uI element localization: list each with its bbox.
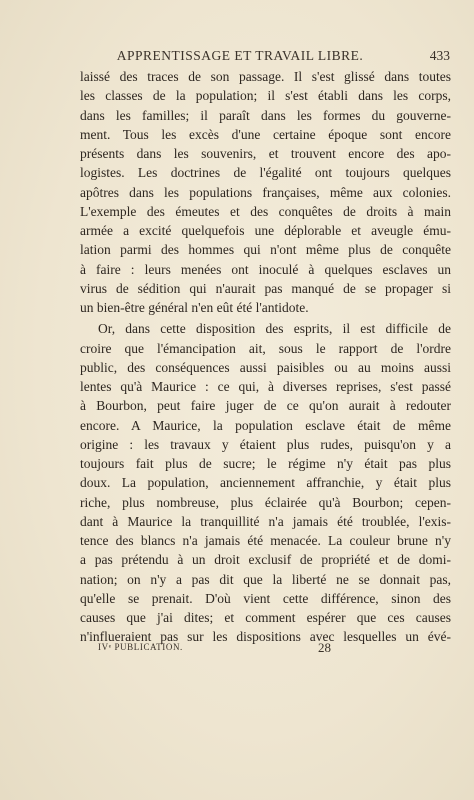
text-line: à faire : leurs menées ont inoculé à quelques esclaves un: [80, 261, 451, 277]
text-line: riche, plus nombreuse, plus éclairée qu'à Bourbon; cepen-: [80, 494, 451, 510]
text-line: doux. La population, anciennement affranchie, y était plus: [80, 475, 451, 491]
page-header: [80, 48, 450, 64]
text-line: causes que j'ai dites; et comment espérer que ces causes: [80, 610, 451, 625]
text-line: tence des blancs n'a jamais été menacée. La couleur brune n'y: [80, 533, 451, 548]
text-line: un bien-être général n'en eût été l'antidote.: [80, 300, 309, 315]
page-footer: [98, 642, 358, 656]
text-line: armée a excité quelquefois une déplorable et aveugle ému-: [80, 223, 451, 238]
text-line: virus de sédition qui n'aurait pas manqué de se propager si: [80, 280, 451, 296]
text-line: Or, dans cette disposition des esprits, il est difficile de: [98, 321, 451, 337]
text-line: laissé des traces de son passage. Il s'est glissé dans toutes: [80, 69, 451, 84]
signature-number: 28: [318, 640, 331, 655]
text-line: qu'elle se prenait. D'où vient cette différence, sinon des: [80, 590, 451, 606]
signature-mark: IVᵉ PUBLICATION.: [98, 642, 183, 652]
text-line: n'influeraient pas sur les dispositions avec lesquelles un évé-: [80, 629, 451, 645]
text-line: dans les familles; il paraît dans les formes du gouverne-: [80, 107, 451, 123]
page-number: 433: [429, 48, 450, 63]
text-line: à Bourbon, peut faire juger de ce qu'on aurait à redouter: [80, 398, 451, 414]
text-line: lation parmi des hommes qui n'ont même plus de conquête: [80, 242, 451, 258]
text-line: ment. Tous les excès d'une certaine époque sont encore: [80, 126, 451, 142]
text-line: les classes de la population; il s'est établi dans les corps,: [80, 88, 451, 104]
running-title: APPRENTISSAGE ET TRAVAIL LIBRE.: [116, 48, 364, 63]
body-text: [80, 67, 451, 647]
paragraph: [80, 67, 451, 317]
text-line: apôtres dans les populations françaises, même aux colonies.: [80, 184, 451, 200]
text-line: a pas prétendu à un droit exclusif de propriété et de domi-: [80, 552, 451, 568]
text-line: L'exemple des émeutes et des conquêtes de droits à main: [80, 203, 451, 219]
text-line: dant à Maurice la tranquillité n'a jamais été troublée, l'exis-: [80, 513, 451, 529]
text-line: lentes qu'à Maurice : ce qui, à diverses reprises, s'est passé: [80, 379, 451, 394]
text-line: présents dans les souvenirs, et trouvent encore des apo-: [80, 146, 451, 161]
text-line: encore. A Maurice, la population esclave était de même: [80, 417, 451, 433]
text-line: croire que l'émancipation ait, sous le rapport de l'ordre: [80, 340, 451, 356]
text-line: toujours fait plus de sucre; le régime n'y était pas plus: [80, 456, 451, 471]
text-line: logistes. Les doctrines de l'égalité ont toujours quelques: [80, 165, 451, 181]
text-line: origine : les travaux y étaient plus rudes, puisqu'on y a: [80, 436, 451, 452]
text-line: nation; on n'y a pas dit que la liberté ne se donnait pas,: [80, 571, 451, 587]
text-line: public, des conséquences aussi paisibles ou au moins aussi: [80, 359, 451, 375]
paragraph: [80, 319, 451, 646]
